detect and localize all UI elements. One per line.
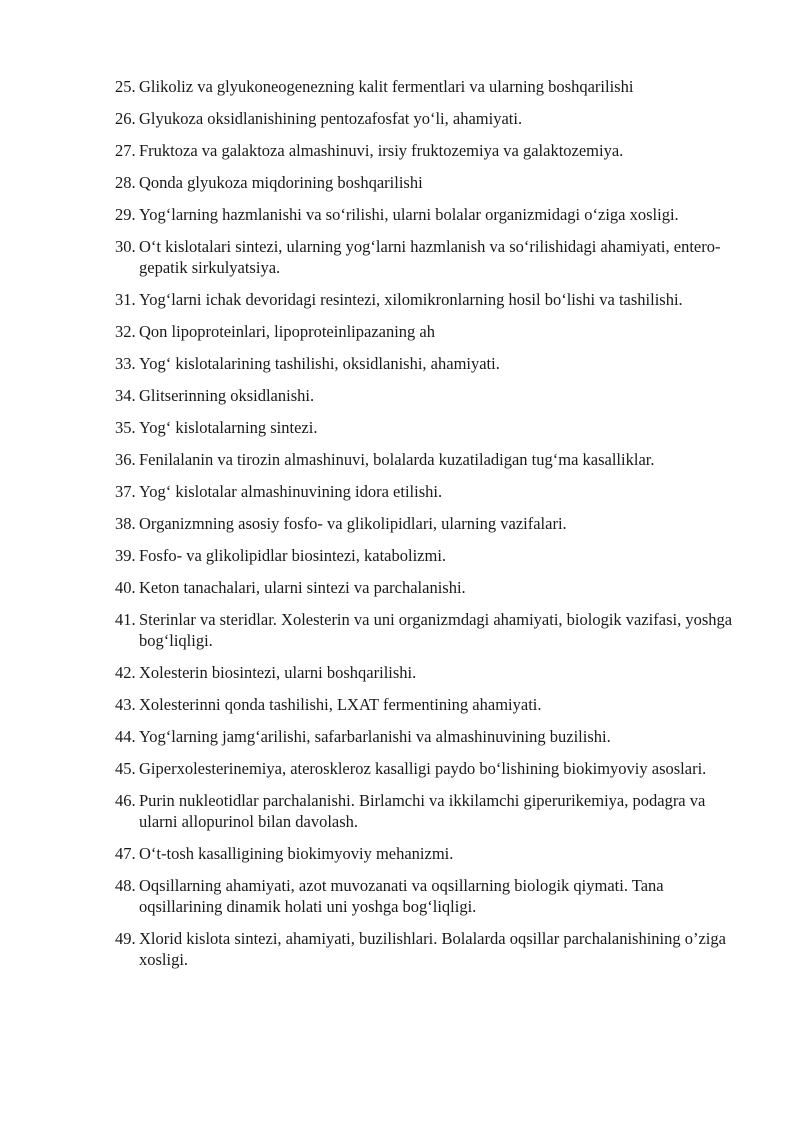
item-number: 40. [115, 578, 136, 597]
item-text: Glikoliz va glyukoneogenezning kalit fermentlari va ularning boshqarilishi [139, 77, 634, 96]
item-text: O‘t kislotalari sintezi, ularning yog‘larni hazmlanish va so‘rilishidagi ahamiyati, entero-gepatik sirkulyatsiya. [139, 237, 721, 277]
item-text: Giperxolesterinemiya, ateroskleroz kasalligi paydo bo‘lishining biokimyoviy asoslari. [139, 759, 707, 778]
item-text: Keton tanachalari, ularni sintezi va parchalanishi. [139, 578, 466, 597]
item-text: O‘t-tosh kasalligining biokimyoviy mehanizmi. [139, 844, 454, 863]
item-number: 27. [115, 141, 136, 160]
item-number: 29. [115, 205, 136, 224]
list-item [115, 758, 740, 779]
item-text: Qonda glyukoza miqdorining boshqarilishi [139, 173, 423, 192]
item-text: Sterinlar va steridlar. Xolesterin va uni organizmdagi ahamiyati, biologik vazifasi, yoshga bog‘liqligi. [139, 610, 733, 650]
item-number: 48. [115, 876, 136, 895]
list-item [115, 385, 740, 406]
item-number: 44. [115, 727, 136, 746]
item-number: 36. [115, 450, 136, 469]
list-item [115, 513, 740, 534]
item-text: Fosfo- va glikolipidlar biosintezi, katabolizmi. [139, 546, 447, 565]
list-item [115, 662, 740, 683]
item-number: 45. [115, 759, 136, 778]
list-item [115, 204, 740, 225]
list-item [115, 417, 740, 438]
list-item [115, 449, 740, 470]
list-item [115, 76, 740, 97]
list-item [115, 843, 740, 864]
item-text: Xolesterinni qonda tashilishi, LXAT fermentining ahamiyati. [139, 695, 542, 714]
item-number: 25. [115, 77, 136, 96]
item-number: 46. [115, 791, 136, 810]
item-number: 49. [115, 929, 136, 948]
item-number: 26. [115, 109, 136, 128]
item-text: Yog‘ kislotalar almashinuvining idora etilishi. [139, 482, 443, 501]
item-text: Yog‘larning jamg‘arilishi, safarbarlanishi va almashinuvining buzilishi. [139, 727, 611, 746]
item-text: Fruktoza va galaktoza almashinuvi, irsiy fruktozemiya va galaktozemiya. [139, 141, 624, 160]
list-item [115, 726, 740, 747]
item-number: 34. [115, 386, 136, 405]
list-item [115, 172, 740, 193]
question-list [115, 76, 740, 981]
list-item [115, 289, 740, 310]
item-text: Glitserinning oksidlanishi. [139, 386, 315, 405]
list-item [115, 140, 740, 161]
item-text: Organizmning asosiy fosfo- va glikolipidlari, ularning vazifalari. [139, 514, 567, 533]
list-item [115, 481, 740, 502]
list-item [115, 577, 740, 598]
item-text: Oqsillarning ahamiyati, azot muvozanati va oqsillarning biologik qiymati. Tana oqsillarining dinamik holati uni yoshga bog‘liqligi. [139, 876, 664, 916]
item-text: Yog‘ kislotalarning sintezi. [139, 418, 318, 437]
item-number: 47. [115, 844, 136, 863]
item-number: 32. [115, 322, 136, 341]
list-item [115, 353, 740, 374]
item-number: 30. [115, 237, 136, 256]
item-number: 39. [115, 546, 136, 565]
list-item [115, 928, 740, 970]
list-item [115, 790, 740, 832]
item-number: 31. [115, 290, 136, 309]
item-text: Yog‘larning hazmlanishi va so‘rilishi, ularni bolalar organizmidagi o‘ziga xosligi. [139, 205, 679, 224]
item-text: Yog‘ kislotalarining tashilishi, oksidlanishi, ahamiyati. [139, 354, 500, 373]
item-text: Yog‘larni ichak devoridagi resintezi, xilomikronlarning hosil bo‘lishi va tashilishi. [139, 290, 683, 309]
list-item [115, 694, 740, 715]
item-number: 43. [115, 695, 136, 714]
item-text: Purin nukleotidlar parchalanishi. Birlamchi va ikkilamchi giperurikemiya, podagra va ularni allopurinol bilan davolash. [139, 791, 706, 831]
item-number: 28. [115, 173, 136, 192]
item-text: Xlorid kislota sintezi, ahamiyati, buzilishlari. Bolalarda oqsillar parchalanishining o’ziga xosligi. [139, 929, 726, 969]
item-number: 37. [115, 482, 136, 501]
list-item [115, 236, 740, 278]
list-item [115, 545, 740, 566]
item-number: 38. [115, 514, 136, 533]
item-number: 41. [115, 610, 136, 629]
item-text: Xolesterin biosintezi, ularni boshqarilishi. [139, 663, 417, 682]
list-item [115, 108, 740, 129]
item-number: 35. [115, 418, 136, 437]
list-item [115, 875, 740, 917]
item-text: Fenilalanin va tirozin almashinuvi, bolalarda kuzatiladigan tug‘ma kasalliklar. [139, 450, 655, 469]
item-number: 42. [115, 663, 136, 682]
item-number: 33. [115, 354, 136, 373]
item-text: Glyukoza oksidlanishining pentozafosfat yo‘li, ahamiyati. [139, 109, 523, 128]
list-item [115, 321, 740, 342]
list-item [115, 609, 740, 651]
item-text: Qon lipoproteinlari, lipoproteinlipazaning ah [139, 322, 436, 341]
